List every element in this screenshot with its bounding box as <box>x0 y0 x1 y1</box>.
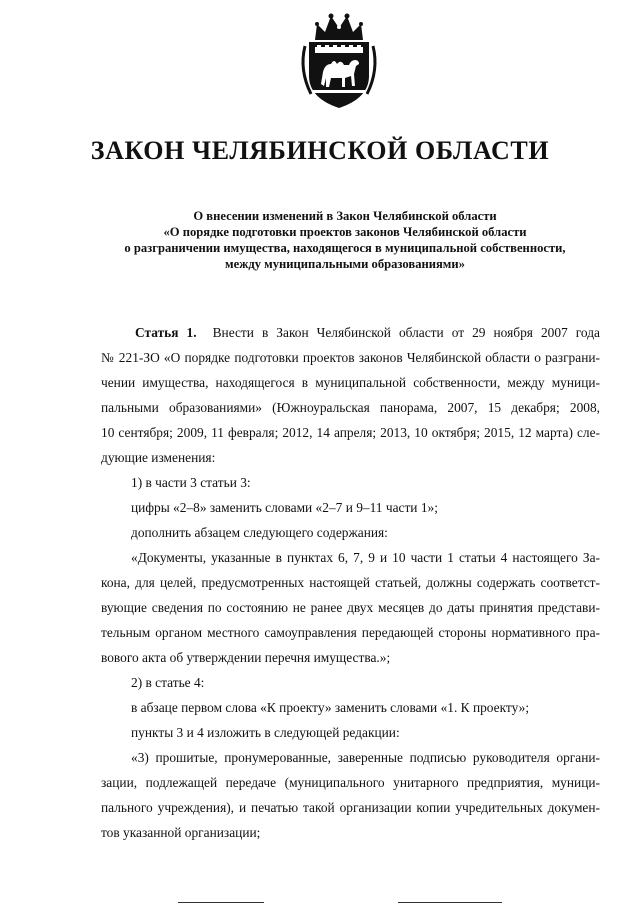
list-item-1: 1) в части 3 статьи 3: <box>131 475 251 490</box>
body-line: тов указанной организации; <box>101 825 261 840</box>
body-line: «3) прошитые, пронумерованные, заверенные подписью руководителя органи- <box>131 750 600 765</box>
body-line: 10 сентября; 2009, 11 февраля; 2012, 14 апреля; 2013, 10 октября; 2015, 12 марта) сле- <box>101 425 600 440</box>
body-line: кона, для целей, предусмотренных настоящей статьей, должны содержать соответст- <box>101 575 600 590</box>
article-lead: Статья 1. <box>135 325 197 340</box>
subtitle-line: О внесении изменений в Закон Челябинской области <box>193 209 497 223</box>
body-line: пункты 3 и 4 изложить в следующей редакции: <box>131 725 400 740</box>
body-line: вового акта об утверждении перечня имущества.»; <box>101 650 391 665</box>
law-subtitle <box>95 208 595 272</box>
body-line: пального учреждения), и печатью такой организации копии учредительных докумен- <box>101 800 600 815</box>
footer-rule-right <box>398 902 502 903</box>
body-line: пальными образованиями» (Южноуральская панорама, 2007, 15 декабря; 2008, <box>101 400 600 415</box>
body-line: № 221-ЗО «О порядке подготовки проектов законов Челябинской области о разграни- <box>101 350 600 365</box>
law-title: ЗАКОН ЧЕЛЯБИНСКОЙ ОБЛАСТИ <box>90 136 550 165</box>
subtitle-line: между муниципальными образованиями» <box>225 257 465 271</box>
law-body <box>101 320 600 845</box>
coat-of-arms-emblem <box>297 10 381 110</box>
body-line: тельным органом местного самоуправления передающей стороны нормативного пра- <box>101 625 600 640</box>
list-item-2: 2) в статье 4: <box>131 675 205 690</box>
body-line: дующие изменения: <box>101 450 216 465</box>
subtitle-line: о разграничении имущества, находящегося в муниципальной собственности, <box>124 241 566 255</box>
body-line: зации, подлежащей передаче (муниципального унитарного предприятия, муници- <box>101 775 600 790</box>
body-line: Внести в Закон Челябинской области от 29 ноября 2007 года <box>212 325 600 340</box>
body-line: цифры «2–8» заменить словами «2–7 и 9–11 части 1»; <box>131 500 438 515</box>
body-line: «Документы, указанные в пунктах 6, 7, 9 и 10 части 1 статьи 4 настоящего За- <box>131 550 600 565</box>
subtitle-line: «О порядке подготовки проектов законов Челябинской области <box>163 225 527 239</box>
article-1-first-line <box>135 320 600 345</box>
body-line: дополнить абзацем следующего содержания: <box>131 525 388 540</box>
body-line: чении имущества, находящегося в муниципальной собственности, между муници- <box>101 375 600 390</box>
footer-rule-left <box>178 902 264 903</box>
body-line: в абзаце первом слова «К проекту» заменить словами «1. К проекту»; <box>131 700 530 715</box>
body-line: вующие сведения по состоянию не ранее двух месяцев до даты принятия представи- <box>101 600 600 615</box>
